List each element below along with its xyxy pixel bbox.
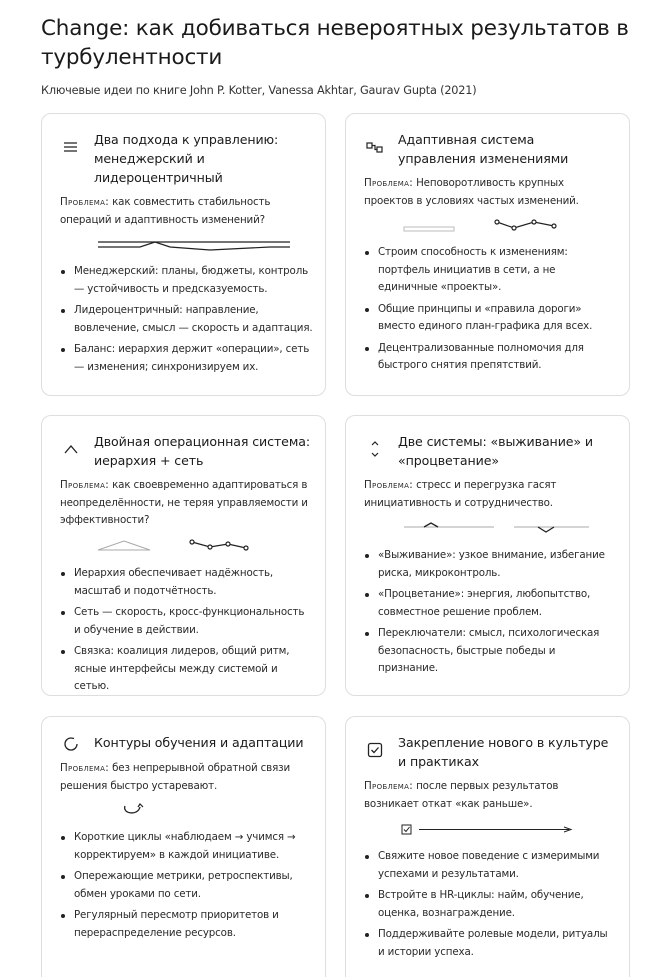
anchoring-timeline-diagram — [364, 819, 615, 841]
list-item: «Выживание»: узкое внимание, избегание риска, микроконтроль. — [378, 547, 617, 582]
list-item: Поддерживайте ролевые модели, ритуалы и истории успеха. — [378, 926, 617, 961]
card-learning-loops — [41, 716, 326, 977]
list-item: Связка: коалиция лидеров, общий ритм, ясные интерфейсы между системой и сетью. — [74, 643, 313, 696]
card-title: Контуры обучения и адаптации — [94, 735, 304, 750]
network-diagram — [364, 217, 615, 239]
bullet-list — [74, 565, 313, 700]
feedback-loop-diagram — [60, 800, 311, 822]
list-item: Опережающие метрики, ретроспективы, обмен уроками по сети. — [74, 868, 313, 903]
card-problem: Проблема: как своевременно адаптироваться в неопределённости, не теряя управляемости и эффективности? — [60, 479, 308, 526]
bullet-list — [74, 829, 313, 946]
card-title: Двойная операционная система: иерархия + сеть — [94, 434, 310, 468]
card-title: Два подхода к управлению: менеджерский и лидероцентричный — [94, 132, 279, 185]
list-item: Регулярный пересмотр приоритетов и перераспределение ресурсов. — [74, 907, 313, 942]
list-item: Встройте в HR-циклы: найм, обучение, оценка, вознаграждение. — [378, 887, 617, 922]
list-item: Менеджерский: планы, бюджеты, контроль — устойчивость и предсказуемость. — [74, 263, 313, 298]
cycle-arrow-icon — [60, 733, 82, 755]
list-item: Свяжите новое поведение с измеримыми успехами и результатами. — [378, 848, 617, 883]
survive-thrive-diagram — [364, 517, 615, 539]
list-item: Строим способность к изменениям: портфель инициатив в сети, а не единичные «проекты». — [378, 244, 617, 297]
card-problem: Проблема: Неповоротливость крупных проектов в условиях частых изменений. — [364, 177, 579, 207]
bullet-list — [378, 848, 617, 965]
hierarchy-network-diagram — [60, 536, 311, 558]
chevron-up-icon — [60, 438, 82, 460]
card-problem: Проблема: как совместить стабильность операций и адаптивность изменений? — [60, 196, 271, 226]
card-title: Две системы: «выживание» и «процветание» — [398, 434, 594, 468]
balance-diagram — [60, 236, 311, 258]
card-problem: Проблема: без непрерывной обратной связи решения быстро устаревают. — [60, 762, 291, 792]
page-subtitle: Ключевые идеи по книге John P. Kotter, Vanessa Akhtar, Gaurav Gupta (2021) — [41, 84, 477, 97]
card-survive-thrive — [345, 415, 630, 696]
bullet-list — [378, 244, 617, 379]
card-dual-operating-system — [41, 415, 326, 696]
card-adaptive-system — [345, 113, 630, 396]
list-item: Лидероцентричный: направление, вовлечение, смысл — скорость и адаптация. — [74, 302, 313, 337]
card-title: Адаптивная система управления изменениями — [398, 132, 569, 166]
chevron-up-down-icon — [364, 438, 386, 460]
list-item: Сеть — скорость, кросс-функциональность и обучение в действии. — [74, 604, 313, 639]
hamburger-menu-icon — [60, 136, 82, 158]
card-management-approaches — [41, 113, 326, 396]
list-item: Децентрализованные полномочия для быстрого снятия препятствий. — [378, 340, 617, 375]
list-item: «Процветание»: энергия, любопытство, совместное решение проблем. — [378, 586, 617, 621]
card-culture-anchoring — [345, 716, 630, 977]
list-item: Баланс: иерархия держит «операции», сеть — изменения; синхронизируем их. — [74, 341, 313, 376]
network-nodes-icon — [364, 136, 386, 158]
card-title: Закрепление нового в культуре и практиках — [398, 735, 609, 769]
bullet-list — [378, 547, 617, 682]
page-title: Change: как добиваться невероятных результатов в турбулентности — [41, 16, 629, 70]
card-problem: Проблема: после первых результатов возникает откат «как раньше». — [364, 780, 559, 810]
list-item: Переключатели: смысл, психологическая безопасность, быстрые победы и признание. — [378, 625, 617, 678]
bullet-list — [74, 263, 313, 380]
card-problem: Проблема: стресс и перегрузка гасят инициативность и сотрудничество. — [364, 479, 557, 509]
list-item: Общие принципы и «правила дороги» вместо единого план-графика для всех. — [378, 301, 617, 336]
list-item: Короткие циклы «наблюдаем → учимся → корректируем» в каждой инициативе. — [74, 829, 313, 864]
list-item: Иерархия обеспечивает надёжность, масштаб и подотчётность. — [74, 565, 313, 600]
checkbox-checked-icon — [364, 739, 386, 761]
